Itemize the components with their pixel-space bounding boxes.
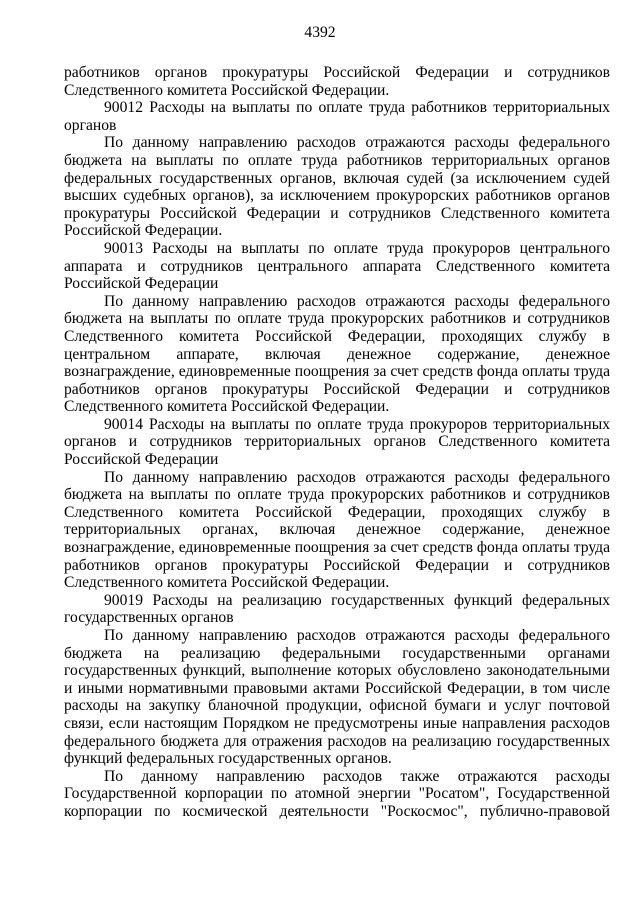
paragraph-90012-description: По данному направлению расходов отражаются расходы федерального бюджета на выплаты по оплате труда работников территориальных органов федеральных государственных органов, включая судей (за исключением судей высших судебных органов), за исключением прокурорских работников органов прокуратуры Российской Федерации и сотрудников Следственного комитета Российской Федерации.	[64, 134, 610, 240]
paragraph-90019-additional: По данному направлению расходов также отражаются расходы Государственной корпорации по атомной энергии "Росатом", Государственной корпорации по космической деятельности "Роскосмос", публично-правовой	[64, 767, 610, 820]
page-number: 4392	[304, 24, 336, 41]
heading-90012: 90012 Расходы на выплаты по оплате труда работников территориальных органов	[64, 99, 610, 134]
paragraph-90019-description: По данному направлению расходов отражаются расходы федерального бюджета на реализацию федеральными государственными органами государственных функций, выполнение которых обусловлено законодательными и иными нормативными правовыми актами Российской Федерации, в том числе расходы на закупку бланочной продукции, офисной бумаги и услуг почтовой связи, если настоящим Порядком не предусмотрены иные направления расходов федерального бюджета для отражения расходов на реализацию государственных функций федеральных государственных органов.	[64, 627, 610, 768]
heading-90014: 90014 Расходы на выплаты по оплате труда прокуроров территориальных органов и сотрудников территориальных органов Следственного комитета Российской Федерации	[64, 415, 610, 469]
body-text	[64, 64, 610, 821]
paragraph-90014-description: По данному направлению расходов отражаются расходы федерального бюджета на выплаты по оплате труда прокурорских работников и сотрудников Следственного комитета Российской Федерации, проходящих службу в территориальных органах, включая денежное содержание, денежное вознаграждение, единовременные поощрения за счет средств фонда оплаты труда работников органов прокуратуры Российской Федерации и сотрудников Следственного комитета Российской Федерации.	[64, 468, 610, 592]
heading-90013: 90013 Расходы на выплаты по оплате труда прокуроров центрального аппарата и сотрудников центрального аппарата Следственного комитета Российской Федерации	[64, 239, 610, 293]
paragraph-continuation: работников органов прокуратуры Российской Федерации и сотрудников Следственного комитета Российской Федерации.	[64, 64, 610, 99]
heading-90019: 90019 Расходы на реализацию государственных функций федеральных государственных органов	[64, 591, 610, 627]
paragraph-90013-description: По данному направлению расходов отражаются расходы федерального бюджета на выплаты по оплате труда прокурорских работников и сотрудников Следственного комитета Российской Федерации, проходящих службу в центральном аппарате, включая денежное содержание, денежное вознаграждение, единовременные поощрения за счет средств фонда оплаты труда работников органов прокуратуры Российской Федерации и сотрудников Следственного комитета Российской Федерации.	[64, 292, 610, 416]
